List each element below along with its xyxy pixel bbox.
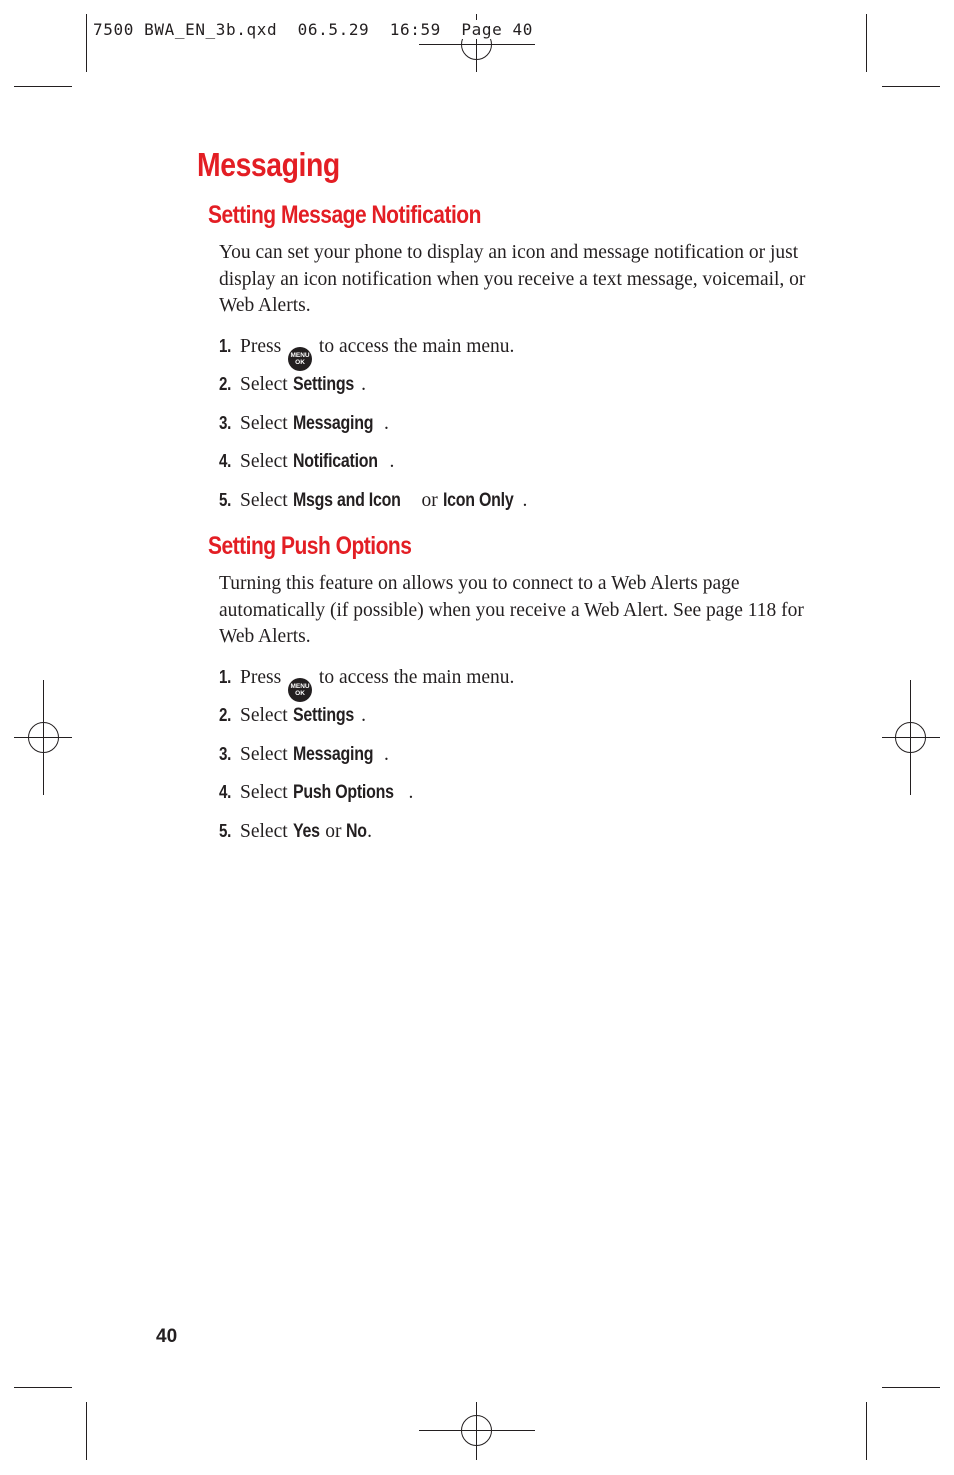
- step-end: .: [361, 705, 366, 726]
- step-end: .: [408, 782, 414, 803]
- step-end: .: [389, 451, 395, 472]
- section-2: [208, 532, 808, 857]
- step-item: [219, 449, 808, 488]
- step-item: [219, 703, 808, 742]
- menu-label: MENU: [290, 351, 310, 359]
- print-slug: 7500 BWA_EN_3b.qxd 06.5.29 16:59 Page 40: [93, 20, 534, 39]
- menu-option: Msgs and Icon: [292, 489, 401, 511]
- step-item: [219, 665, 808, 704]
- step-list: [219, 334, 808, 527]
- step-connector: or: [421, 489, 438, 511]
- step-number: 3.: [219, 743, 232, 764]
- page-number: 40: [156, 1326, 178, 1347]
- step-item: [219, 488, 808, 527]
- step-item: [219, 372, 808, 411]
- step-item: [219, 780, 808, 819]
- step-item: [219, 819, 808, 858]
- menu-option: Push Options: [292, 782, 394, 803]
- step-number: 5.: [219, 489, 232, 510]
- step-verb: Press: [240, 666, 282, 688]
- ok-label: OK: [295, 689, 305, 697]
- step-text: to access the main menu.: [318, 666, 515, 688]
- step-verb: Select: [240, 374, 288, 395]
- step-verb: Select: [240, 489, 288, 511]
- step-number: 2.: [219, 705, 232, 725]
- step-number: 1.: [219, 666, 232, 687]
- step-number: 3.: [219, 412, 232, 433]
- menu-option-alt: Icon Only: [442, 489, 514, 511]
- menu-option: Settings: [292, 374, 354, 395]
- step-number: 4.: [219, 782, 232, 802]
- menu-option: Messaging: [292, 412, 373, 434]
- step-item: [219, 334, 808, 373]
- menu-ok-key-icon: [288, 347, 312, 371]
- step-number: 5.: [219, 820, 232, 841]
- section-heading: Setting Message Notification: [208, 201, 481, 229]
- section-intro: You can set your phone to display an icon and message notification or just display an icon notification when you receive a text message, voicemail, or Web Alerts.: [219, 242, 806, 316]
- menu-option: Yes: [292, 820, 320, 842]
- step-end: .: [384, 743, 389, 765]
- menu-option: Messaging: [292, 743, 373, 765]
- step-end: .: [522, 489, 528, 511]
- section-1: [208, 201, 808, 526]
- step-verb: Select: [240, 782, 288, 803]
- menu-label: MENU: [290, 682, 310, 690]
- step-verb: Select: [240, 705, 288, 726]
- page-title: Messaging: [197, 146, 340, 183]
- menu-ok-key-icon: [288, 678, 312, 702]
- step-connector: or: [325, 820, 342, 842]
- step-number: 2.: [219, 374, 232, 394]
- step-verb: Select: [240, 820, 288, 842]
- step-end: .: [361, 374, 366, 395]
- step-number: 1.: [219, 335, 232, 356]
- section-heading: Setting Push Options: [208, 532, 412, 560]
- step-end: .: [367, 820, 372, 842]
- step-list: [219, 665, 808, 858]
- section-intro: Turning this feature on allows you to connect to a Web Alerts page automatically (if possible) when you receive a Web Alert. See page 118 for Web Alerts.: [219, 573, 804, 647]
- ok-label: OK: [295, 358, 305, 366]
- step-number: 4.: [219, 451, 232, 471]
- step-text: to access the main menu.: [318, 335, 515, 357]
- step-verb: Select: [240, 743, 288, 765]
- step-item: [219, 411, 808, 450]
- menu-option-alt: No: [346, 820, 368, 842]
- step-item: [219, 742, 808, 781]
- step-verb: Select: [240, 412, 288, 434]
- menu-option: Notification: [292, 451, 378, 472]
- step-end: .: [384, 412, 389, 434]
- step-verb: Press: [240, 335, 282, 357]
- step-verb: Select: [240, 451, 288, 472]
- menu-option: Settings: [292, 705, 354, 726]
